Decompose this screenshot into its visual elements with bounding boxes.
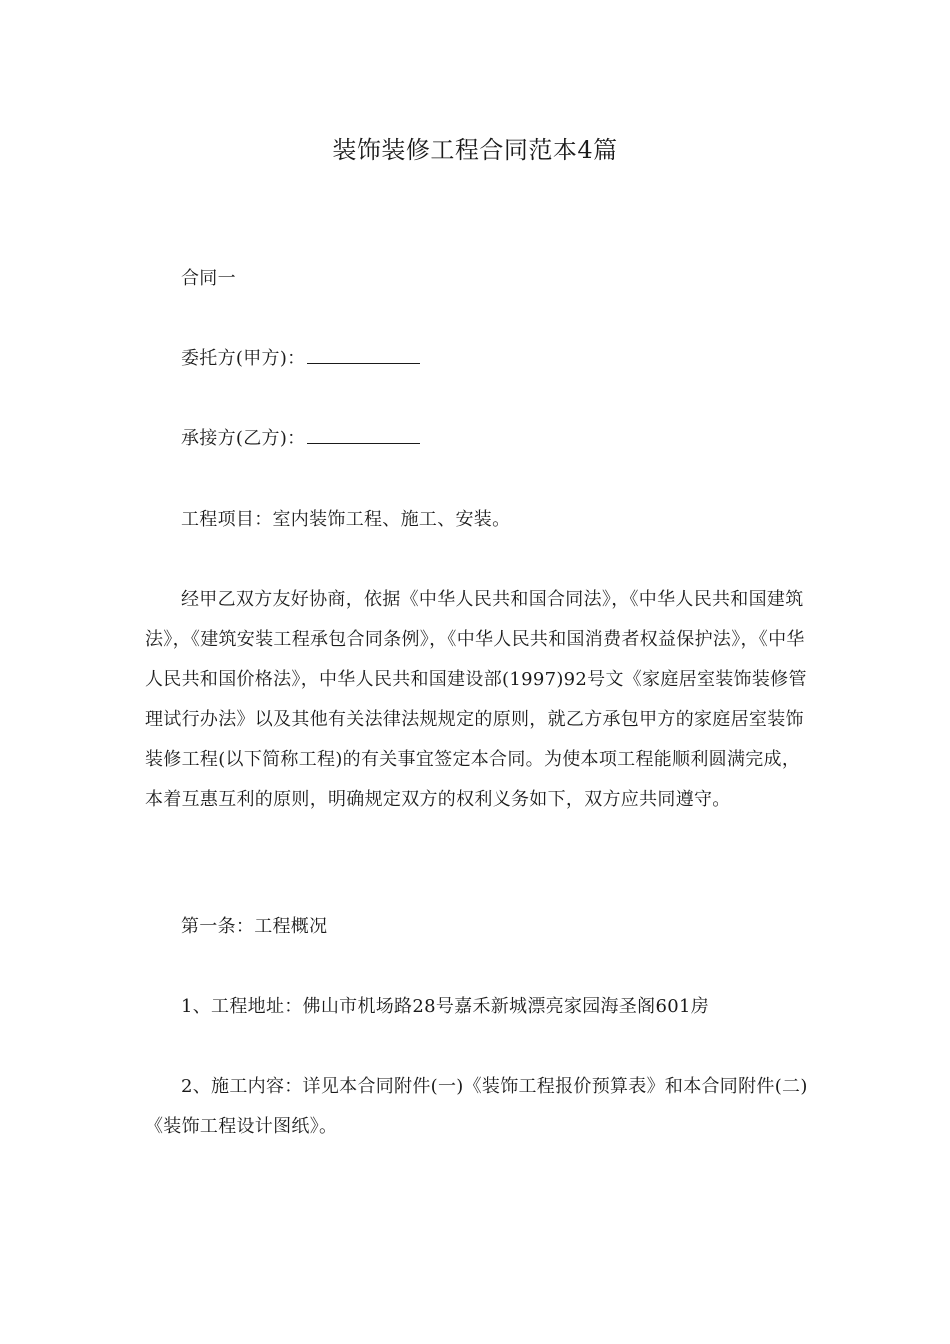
party-a-label: 委托方(甲方)： — [181, 348, 306, 369]
party-b-line — [145, 419, 810, 459]
party-b-label: 承接方(乙方)： — [181, 428, 306, 449]
item-1-address: 1、工程地址：佛山市机场路28号嘉禾新城漂亮家园海圣阁601房 — [181, 996, 710, 1017]
project-line: 工程项目：室内装饰工程、施工、安装。 — [181, 509, 511, 530]
party-b-blank — [307, 425, 420, 444]
party-a-blank — [307, 345, 420, 364]
document-title: 装饰装修工程合同范本4篇 — [332, 136, 618, 164]
article1-heading: 第一条：工程概况 — [181, 916, 328, 937]
contract-heading: 合同一 — [181, 268, 236, 289]
party-a-line — [145, 339, 810, 379]
item-2-content: 2、施工内容：详见本合同附件(一)《装饰工程报价预算表》和本合同附件(二)《装饰工程设计图纸》。 — [145, 1076, 808, 1137]
intro-paragraph: 经甲乙双方友好协商，依据《中华人民共和国合同法》，《中华人民共和国建筑法》，《建筑安装工程承包合同条例》，《中华人民共和国消费者权益保护法》，《中华人民共和国价格法》，中华人民共和国建设部(1997)92号文《家庭居室装饰装修管理试行办法》以及其他有关法律法规规定的原则，就乙方承包甲方的家庭居室装饰装修工程(以下简称工程)的有关事宜签定本合同。为使本项工程能顺利圆满完成，本着互惠互利的原则，明确规定双方的权利义务如下，双方应共同遵守。 — [145, 589, 807, 810]
